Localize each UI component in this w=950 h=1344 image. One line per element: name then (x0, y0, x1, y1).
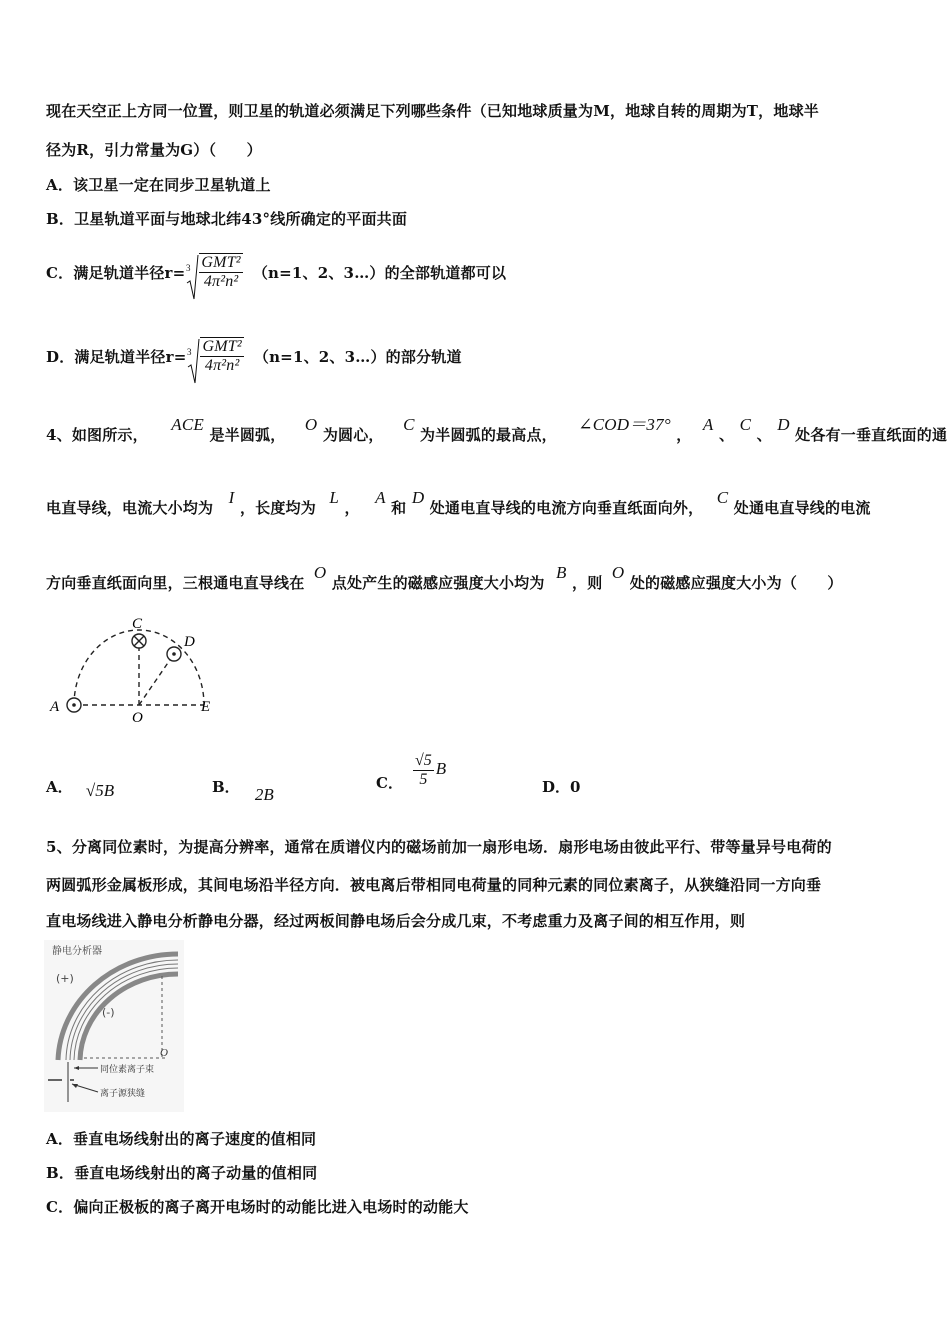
q4-option-a (46, 776, 115, 800)
q5-stem-line1: 5、分离同位素时，为提高分辨率，通常在质谱仪内的磁场前加一扇形电场．扇形电场由彼此平行、带等量异号电荷的 (46, 838, 832, 856)
root-index: 3 (186, 263, 192, 273)
wire-c-cross-icon (132, 634, 146, 648)
q4-math-o: O (611, 563, 625, 582)
q4-text: 为圆心， (322, 426, 384, 444)
q3-option-d-formula (186, 337, 243, 375)
q4-math-c: C (739, 415, 752, 434)
formula-denominator: 4π²n² (203, 273, 239, 290)
q3-stem-line2: 径为R，引力常量为G）（ ） (46, 141, 262, 159)
formula-denominator: 4π²n² (204, 357, 240, 374)
q4-math-a: A (375, 488, 386, 507)
q5-stem-line3: 直电场线进入静电分析静电分器，经过两板间静电场后会分成几束，不考虑重力及离子间的相互作用，则 (46, 912, 746, 930)
q4-text: 为半圆弧的最高点， (420, 426, 557, 444)
option-value: 2B (254, 785, 274, 804)
label-e: E (201, 699, 211, 715)
od-line (139, 654, 174, 705)
q3-stem-line1: 现在天空正上方同一位置，则卫星的轨道必须满足下列哪些条件（已知地球质量为M，地球自转的周期为T，地球半 (46, 102, 819, 120)
q3-option-a: A．该卫星一定在同步卫星轨道上 (46, 176, 271, 194)
q3-option-d-prefix: D．满足轨道半径r= (46, 347, 187, 366)
q4-math-l: L (329, 488, 340, 507)
q4-stem-line2 (46, 488, 871, 518)
q4-stem-line1 (46, 415, 948, 445)
option-c-b: B (435, 758, 447, 778)
fig-title: 静电分析器 (52, 946, 102, 957)
q4-math-o: O (313, 563, 327, 582)
q5-stem-line2: 两圆弧形金属板形成，其间电场沿半径方向．被电离后带相同电荷量的同种元素的同位素离子，从狭缝沿同一方向垂 (46, 876, 822, 894)
q4-math-d: D (411, 488, 425, 507)
option-label: B． (212, 778, 240, 796)
q4-text: 处各有一垂直纸面的通 (795, 426, 948, 444)
q4-text: 电直导线，电流大小均为 (46, 499, 214, 517)
label-a: A (50, 699, 60, 715)
q3-option-c-suffix: （n=1、2、3…）的全部轨道都可以 (252, 263, 507, 282)
q4-math-a: A (702, 415, 714, 434)
option-value: √5B (85, 781, 115, 800)
q4-text: ，则 (572, 574, 603, 592)
q3-option-d-suffix: （n=1、2、3…）的部分轨道 (253, 347, 462, 366)
q4-option-d: D．0 (542, 778, 581, 796)
wire-a-dot-icon (67, 698, 81, 712)
q4-math-c: C (716, 488, 729, 507)
root-index: 3 (187, 347, 193, 357)
q4-text: 和 (391, 499, 407, 517)
q4-option-b (212, 776, 274, 804)
q4-math-o: O (304, 415, 318, 434)
q4-stem-line3 (46, 563, 843, 593)
q5-option-c: C．偏向正极板的离子离开电场时的动能比进入电场时的动能大 (46, 1198, 469, 1216)
q4-text: 处通电直导线的电流 (733, 499, 871, 517)
option-c-numerator: √5 (414, 752, 432, 769)
q4-text: 4、如图所示， (46, 426, 148, 444)
q4-math-c: C (403, 415, 415, 434)
q4-math-i: I (228, 488, 235, 507)
q3-option-c (46, 248, 506, 296)
q4-option-c (376, 752, 447, 792)
q4-text: 、 (756, 426, 772, 444)
fig-minus: (-) (102, 1006, 115, 1019)
label-d: D (184, 634, 195, 650)
formula-numerator: GMT² (201, 254, 241, 271)
fig-beam-label: 同位素离子束 (100, 1065, 155, 1075)
q4-text: 处的磁感应强度大小为（ ） (629, 574, 843, 592)
q4-text: 是半圆弧， (209, 426, 286, 444)
option-c-denominator: 5 (419, 771, 428, 788)
q4-semicircle-figure (44, 612, 234, 732)
q4-text: ， (676, 426, 692, 444)
q3-option-b: B．卫星轨道平面与地球北纬43°线所确定的平面共面 (46, 210, 408, 228)
formula-numerator: GMT² (202, 338, 242, 355)
q4-text: 点处产生的磁感应强度大小均为 (331, 574, 545, 592)
wire-d-dot-icon (167, 647, 181, 661)
q4-text: ，长度均为 (239, 499, 316, 517)
fig-slit-label: 离子源狭缝 (100, 1089, 146, 1099)
q4-math-d: D (777, 415, 790, 434)
fig-o: O (160, 1047, 168, 1059)
q3-option-c-prefix: C．满足轨道半径r= (46, 263, 186, 282)
label-o: O (132, 710, 143, 726)
q5-analyzer-figure (44, 940, 184, 1112)
q4-math-b: B (556, 563, 567, 582)
q4-text: 处通电直导线的电流方向垂直纸面向外， (429, 499, 704, 517)
q4-math-angle: ∠COD＝37° (578, 415, 671, 434)
fig-plus: (+) (56, 972, 74, 985)
q4-text: ， (344, 499, 360, 517)
q3-option-d (46, 332, 462, 380)
q5-option-b: B．垂直电场线射出的离子动量的值相同 (46, 1164, 318, 1182)
q5-option-a: A．垂直电场线射出的离子速度的值相同 (46, 1130, 317, 1148)
q4-text: 、 (718, 426, 735, 444)
option-label: C． (376, 774, 403, 792)
q4-math-ace: ACE (171, 415, 204, 434)
q3-option-c-formula (185, 253, 242, 291)
option-label: A． (46, 778, 73, 796)
q4-text: 方向垂直纸面向里，三根通电直导线在 (46, 574, 305, 592)
label-c: C (132, 616, 143, 632)
